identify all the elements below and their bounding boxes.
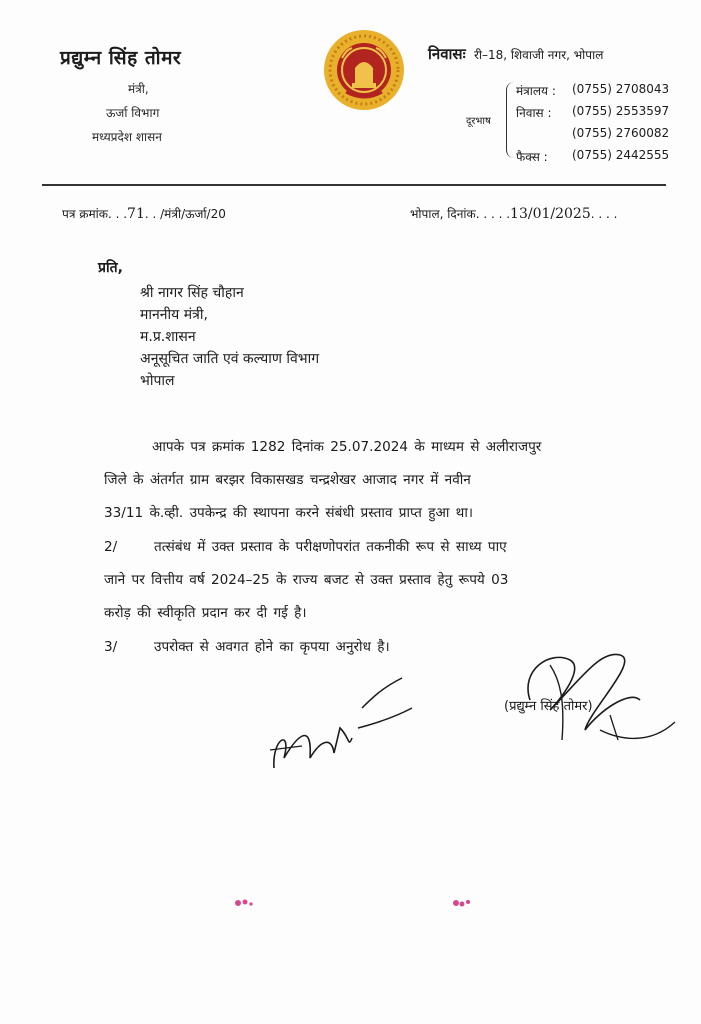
addressee-line: माननीय मंत्री, — [140, 307, 208, 323]
signatory-name: (प्रद्युम्न सिंह तोमर) — [504, 699, 593, 714]
residence-address: री–18, शिवाजी नगर, भोपाल — [474, 48, 604, 62]
phone-row — [516, 104, 669, 121]
body-line: आपके पत्र क्रमांक 1282 दिनांक 25.07.2024 के माध्यम से अलीराजपुर — [152, 439, 542, 455]
addressee-line: म.प्र.शासन — [140, 329, 196, 345]
letter-date: 13/01/2025 — [510, 206, 591, 222]
date-suffix: . . . . — [590, 207, 618, 221]
phone-brace — [506, 82, 515, 158]
ink-smudge-icon — [232, 896, 256, 910]
body-line: करोड़ की स्वीकृति प्रदान कर दी गई है। — [104, 605, 307, 621]
phone-row-label — [516, 126, 572, 140]
phone-row-number: (0755) 2708043 — [572, 82, 670, 96]
body-line — [104, 636, 390, 655]
ink-smudge-icon — [450, 896, 474, 910]
state-emblem-icon — [322, 28, 406, 112]
phone-row — [516, 82, 669, 99]
initials-scribble-icon — [262, 668, 422, 778]
header-divider — [42, 184, 666, 186]
phone-row-label: फैक्स : — [516, 150, 548, 164]
date-prefix: भोपाल, दिनांक. . . . . — [410, 207, 511, 221]
phone-row-number: (0755) 2553597 — [572, 104, 670, 118]
phone-label: दूरभाष — [466, 116, 491, 127]
addressee-line: अनूसूचित जाति एवं कल्याण विभाग — [140, 351, 320, 367]
minister-name: प्रद्युम्न सिंह तोमर — [60, 47, 182, 69]
body-line-text: तत्संबंध में उक्त प्रस्ताव के परीक्षणोपरांत तकनीकी रूप से साध्य पाए — [154, 539, 507, 555]
residence-label: निवासः — [428, 45, 466, 63]
body-line-text: उपरोक्त से अवगत होने का कृपया अनुरोध है। — [154, 639, 390, 655]
salutation: प्रति, — [98, 260, 123, 276]
addressee-line: श्री नागर सिंह चौहान — [140, 285, 244, 301]
phone-row — [516, 126, 669, 140]
phone-row-label: मंत्रालय : — [516, 84, 556, 98]
reference-suffix: . . /मंत्री/ऊर्जा/20 — [144, 207, 226, 221]
phone-row-number: (0755) 2760082 — [572, 126, 670, 140]
reference-number: 71 — [127, 206, 145, 222]
paragraph-number: 2/ — [104, 539, 118, 555]
reference-line — [62, 205, 226, 222]
date-line — [410, 205, 617, 222]
phone-row-number: (0755) 2442555 — [572, 148, 670, 162]
body-line: जिले के अंतर्गत ग्राम बरझर विकासखड चन्द्रशेखर आजाद नगर में नवीन — [104, 472, 471, 488]
body-line: 33/11 के.व्ही. उपकेन्द्र की स्थापना करने संबंधी प्रस्ताव प्राप्त हुआ था। — [104, 505, 474, 521]
designation: मंत्री, — [128, 82, 149, 96]
phone-row-label: निवास : — [516, 106, 552, 120]
signature-scribble-icon — [490, 640, 680, 750]
addressee-line: भोपाल — [140, 373, 175, 389]
department: ऊर्जा विभाग — [106, 106, 160, 120]
paragraph-number: 3/ — [104, 639, 118, 655]
government: मध्यप्रदेश शासन — [92, 130, 162, 144]
body-line — [104, 536, 507, 555]
body-line: जाने पर वित्तीय वर्ष 2024–25 के राज्य बजट से उक्त प्रस्ताव हेतु रूपये 03 — [104, 572, 509, 588]
phone-row — [516, 148, 669, 165]
reference-prefix: पत्र क्रमांक. . . — [62, 207, 128, 221]
